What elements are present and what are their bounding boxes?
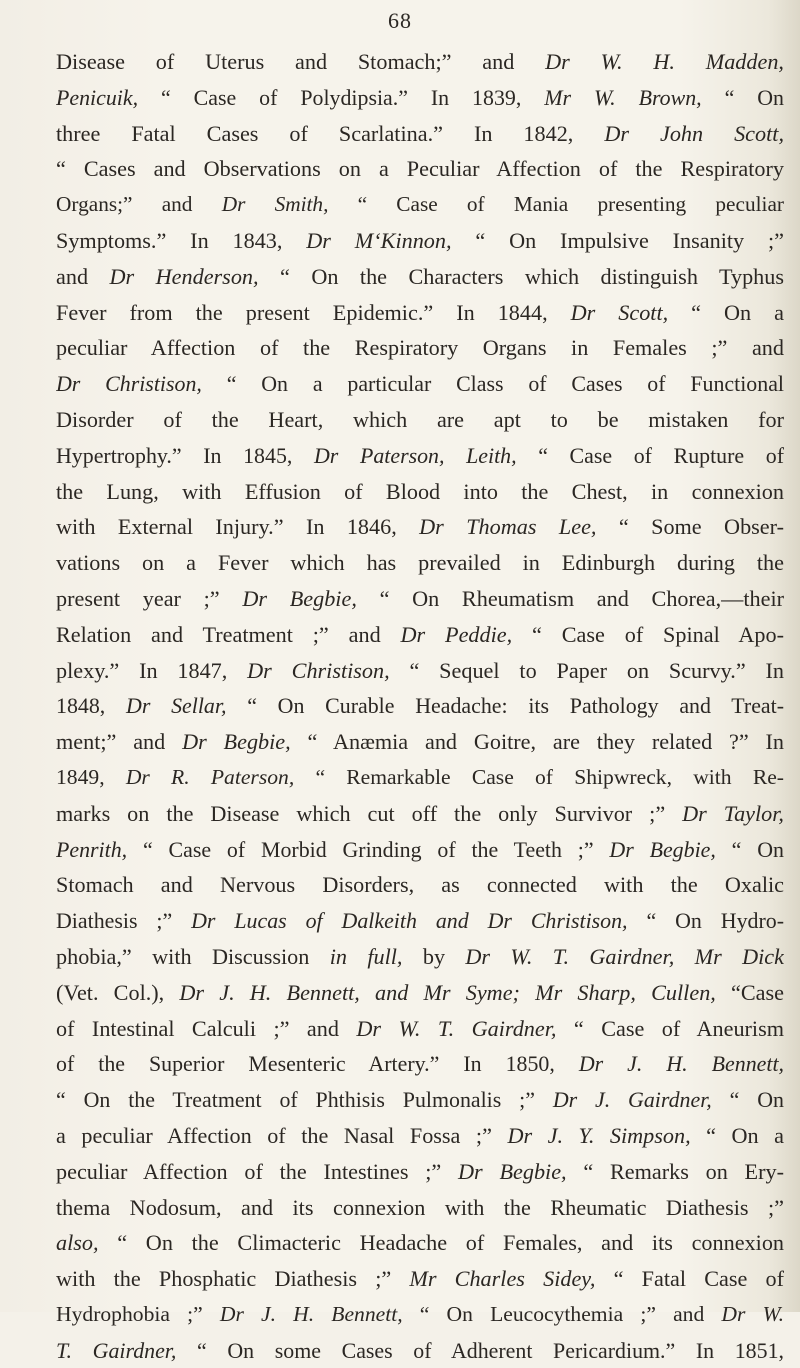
italic-segment: Penicuik,	[56, 84, 139, 110]
text-line	[56, 867, 784, 903]
text-segment: “ Case of Morbid Grinding of the Teeth ;”	[127, 836, 610, 862]
italic-segment: Dr John Scott,	[604, 120, 784, 146]
italic-segment: Dr Lucas of Dalkeith and Dr Christison,	[191, 908, 628, 934]
text-line	[56, 653, 784, 689]
italic-segment: Dr Begbie,	[609, 836, 716, 862]
italic-segment: Dr W. T. Gairdner,	[356, 1015, 557, 1041]
text-segment: three Fatal Cases of Scarlatina.” In 1842,	[56, 120, 605, 146]
italic-segment: Dr Christison,	[56, 371, 202, 397]
text-segment: “ On some Cases of Adherent Pericardium.” In 1851,	[176, 1337, 784, 1363]
text-segment: Stomach and Nervous Disorders, as connected with the Oxalic	[56, 872, 784, 898]
text-line	[56, 187, 784, 223]
text-line	[56, 44, 784, 80]
text-segment: marks on the Disease which cut off the only Survivor ;”	[56, 800, 683, 826]
text-segment: thema Nodosum, and its connexion with the Rheumatic Diathesis ;”	[56, 1194, 784, 1220]
text-segment: “ Sequel to Paper on Scurvy.” In	[389, 657, 784, 683]
italic-segment: Mr Charles Sidey,	[409, 1266, 596, 1292]
italic-segment: Dr J. Gairdner,	[552, 1087, 712, 1113]
text-line	[56, 581, 784, 617]
text-line	[56, 366, 784, 402]
text-segment: “ Case of Mania presenting peculiar	[328, 192, 784, 217]
text-segment: “ Remarks on Ery-	[566, 1158, 784, 1184]
italic-segment: Dr Scott,	[570, 299, 669, 325]
italic-segment: Dr Sellar,	[126, 693, 227, 719]
text-line	[56, 80, 784, 116]
text-segment: “ Remarkable Case of Shipwreck, with Re-	[294, 764, 784, 789]
italic-segment: Dr W.	[721, 1301, 784, 1326]
text-segment: with the Phosphatic Diathesis ;”	[56, 1266, 410, 1292]
text-segment: Organs;” and	[56, 192, 222, 217]
text-segment: “ Cases and Observations on a Peculiar Affection of the Respiratory	[56, 156, 784, 182]
page-number: 68	[388, 8, 412, 33]
text-segment: (Vet. Col.),	[56, 979, 180, 1005]
text-segment: with External Injury.” In 1846,	[56, 514, 420, 540]
text-segment: “ On Curable Headache: its Pathology and Treat-	[226, 693, 784, 719]
italic-segment: T. Gairdner,	[56, 1337, 177, 1363]
text-segment: peculiar Affection of the Intestines ;”	[56, 1158, 459, 1184]
text-line	[56, 1333, 784, 1368]
text-segment: Relation and Treatment ;” and	[56, 621, 401, 647]
text-line	[56, 1297, 784, 1333]
text-segment: “ Case of Spinal Apo-	[512, 621, 784, 647]
text-line	[56, 116, 784, 152]
text-line	[56, 259, 784, 295]
italic-segment: Dr Begbie,	[242, 585, 357, 611]
text-segment: “ On a particular Class of Cases of Functional	[201, 371, 784, 397]
italic-segment: Dr J. Y. Simpson,	[507, 1122, 691, 1148]
italic-segment: Dr R. Paterson,	[125, 764, 295, 789]
text-segment: Symptoms.” In 1843,	[56, 227, 307, 253]
italic-segment: Dr Christison,	[247, 657, 390, 683]
text-line	[56, 1225, 784, 1261]
text-segment: “ Case of Aneurism	[556, 1015, 784, 1041]
text-line	[56, 402, 784, 438]
text-line	[56, 438, 784, 474]
text-line	[56, 330, 784, 366]
text-segment: Disorder of the Heart, which are apt to be mistaken for	[56, 406, 784, 432]
italic-segment: Dr M‘Kinnon,	[306, 227, 452, 253]
italic-segment: Dr Smith,	[221, 192, 329, 217]
text-segment: vations on a Fever which has prevailed in Edinburgh during the	[56, 550, 784, 576]
text-line	[56, 939, 784, 975]
text-line	[56, 223, 784, 259]
text-segment: “ On the Characters which distinguish Typhus	[258, 263, 784, 289]
text-segment: “ On Hydro-	[627, 908, 784, 934]
text-segment: “ On	[711, 1087, 784, 1113]
italic-segment: Dr Begbie,	[182, 729, 291, 755]
text-segment: of the Superior Mesenteric Artery.” In 1850,	[56, 1051, 579, 1077]
text-segment: “ On Rheumatism and Chorea,—their	[356, 585, 784, 611]
text-segment: phobia,” with Discussion	[56, 943, 330, 969]
text-segment: “ Case of Rupture of	[516, 442, 784, 468]
italic-segment: Dr Paterson, Leith,	[314, 442, 517, 468]
text-line	[56, 760, 784, 796]
text-segment: “ On Impulsive Insanity ;”	[451, 227, 784, 253]
text-segment: Hydrophobia ;”	[56, 1301, 220, 1326]
text-block	[56, 44, 784, 1368]
text-segment: Fever from the present Epidemic.” In 1844,	[56, 299, 571, 325]
text-segment: Disease of Uterus and Stomach;” and	[56, 49, 546, 74]
text-segment: plexy.” In 1847,	[56, 657, 248, 683]
text-segment: “ On a	[690, 1122, 784, 1148]
italic-segment: Dr W. H. Madden,	[545, 49, 784, 74]
text-segment: “ On a	[668, 299, 784, 325]
text-line	[56, 1011, 784, 1047]
text-segment: 1848,	[56, 693, 127, 719]
text-line	[56, 688, 784, 724]
text-line	[56, 1261, 784, 1297]
text-segment: Hypertrophy.” In 1845,	[56, 442, 314, 468]
italic-segment: Dr Peddie,	[400, 621, 513, 647]
italic-segment: Dr Thomas Lee,	[419, 514, 597, 540]
text-segment: “ On	[701, 84, 784, 110]
text-line	[56, 1046, 784, 1082]
text-line	[56, 1118, 784, 1154]
italic-segment: Dr Taylor,	[682, 800, 784, 826]
text-line	[56, 796, 784, 832]
italic-segment: also,	[56, 1230, 99, 1256]
italic-segment: Dr J. H. Bennett,	[578, 1051, 784, 1077]
text-line	[56, 832, 784, 868]
text-segment: “ On Leucocythemia ;” and	[402, 1301, 722, 1326]
text-line	[56, 724, 784, 760]
text-segment: peculiar Affection of the Respiratory Organs in Females ;” and	[56, 335, 784, 361]
italic-segment: Dr J. H. Bennett,	[219, 1301, 403, 1326]
text-segment: “ Case of Polydipsia.” In 1839,	[138, 84, 545, 110]
text-line	[56, 1154, 784, 1190]
text-segment: and	[56, 263, 110, 289]
italic-segment: Mr W. Brown,	[544, 84, 702, 110]
text-segment: “ Some Obser-	[596, 514, 784, 540]
text-segment: “ On the Treatment of Phthisis Pulmonalis ;”	[56, 1087, 553, 1113]
italic-segment: Dr Henderson,	[109, 263, 259, 289]
italic-segment: Dr J. H. Bennett, and Mr Syme; Mr Sharp, Cullen,	[179, 979, 716, 1005]
text-segment: Diathesis ;”	[56, 908, 192, 934]
text-segment: “ Fatal Case of	[595, 1266, 784, 1292]
text-line	[56, 295, 784, 331]
text-line	[56, 474, 784, 510]
text-segment: “ On	[715, 836, 784, 862]
text-segment: by	[402, 943, 466, 969]
text-segment: a peculiar Affection of the Nasal Fossa ;”	[56, 1122, 508, 1148]
text-line	[56, 617, 784, 653]
text-line	[56, 975, 784, 1011]
text-segment: “ Anæmia and Goitre, are they related ?” In	[290, 729, 784, 755]
text-line	[56, 1082, 784, 1118]
italic-segment: Dr W. T. Gairdner, Mr Dick	[465, 943, 784, 969]
text-segment: “Case	[715, 979, 784, 1005]
text-segment: ment;” and	[56, 729, 183, 755]
text-segment: the Lung, with Effusion of Blood into the Chest, in connexion	[56, 478, 784, 504]
text-line	[56, 1190, 784, 1226]
text-line	[56, 509, 784, 545]
text-segment: present year ;”	[56, 585, 243, 611]
text-line	[56, 151, 784, 187]
italic-segment: Penrith,	[56, 836, 128, 862]
italic-segment: Dr Begbie,	[458, 1158, 567, 1184]
text-line	[56, 903, 784, 939]
text-segment: of Intestinal Calculi ;” and	[56, 1015, 357, 1041]
italic-segment: in full,	[329, 943, 403, 969]
text-segment: “ On the Climacteric Headache of Females, and its connexion	[98, 1230, 784, 1256]
text-line	[56, 545, 784, 581]
text-segment: 1849,	[56, 764, 126, 789]
